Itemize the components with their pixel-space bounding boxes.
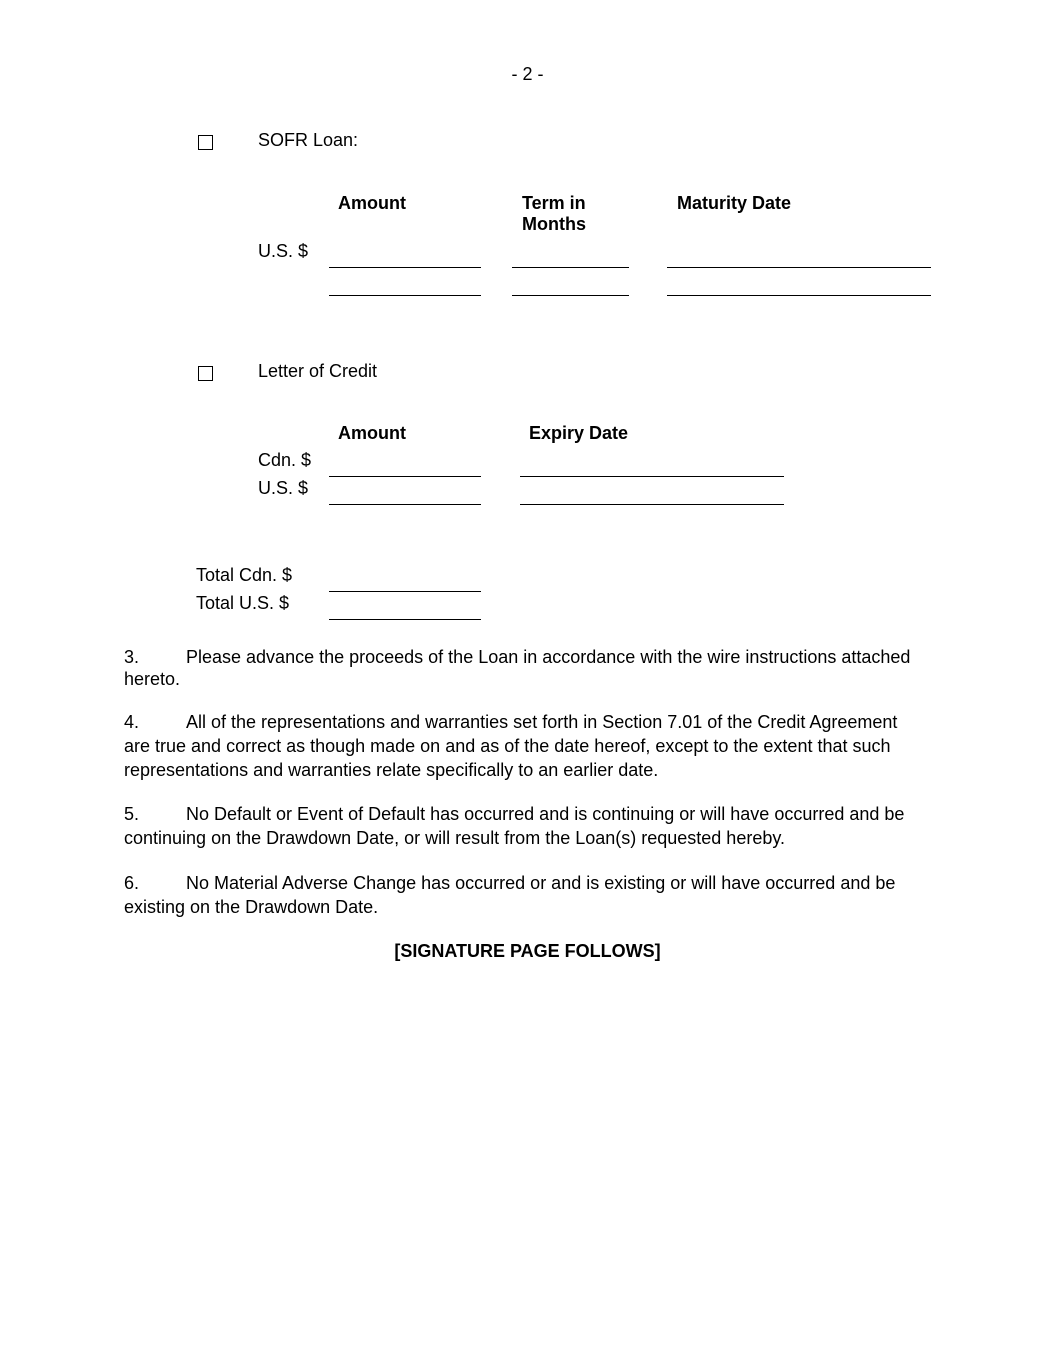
paragraph-3: [124, 646, 924, 690]
paragraph-5: [124, 802, 924, 850]
sofr-maturity-blank-2[interactable]: [667, 295, 931, 296]
sofr-maturity-header: Maturity Date: [677, 193, 792, 213]
paragraph-4: [124, 710, 924, 782]
loc-cdn-expiry-blank[interactable]: [520, 476, 784, 477]
paragraph-number: 6.: [124, 873, 140, 893]
paragraph-number: 3.: [124, 647, 140, 667]
loc-expiry-header: Expiry Date: [529, 423, 629, 443]
paragraph-6: [124, 871, 924, 919]
loc-us-amount-blank[interactable]: [329, 504, 481, 505]
total-cdn-label: Total Cdn. $: [196, 565, 293, 585]
total-us-blank[interactable]: [329, 619, 481, 620]
sofr-term-header-line2: Months: [522, 214, 586, 234]
sofr-term-blank-2[interactable]: [512, 295, 629, 296]
paragraph-text: No Default or Event of Default has occurred and is continuing or will have occurred and be continuing on the Drawdown Date, or will result from the Loan(s) requested hereby.: [124, 804, 905, 848]
sofr-loan-checkbox[interactable]: [198, 135, 213, 150]
paragraph-number: 5.: [124, 804, 140, 824]
total-us-label: Total U.S. $: [196, 593, 290, 613]
sofr-amount-blank-1[interactable]: [329, 267, 481, 268]
loc-amount-header: Amount: [338, 423, 406, 443]
loc-cdn-row-label: Cdn. $: [258, 450, 312, 470]
loc-us-expiry-blank[interactable]: [520, 504, 784, 505]
letter-of-credit-checkbox[interactable]: [198, 366, 213, 381]
sofr-us-row-label: U.S. $: [258, 241, 309, 261]
sofr-loan-label: SOFR Loan:: [258, 130, 359, 150]
sofr-amount-blank-2[interactable]: [329, 295, 481, 296]
sofr-maturity-blank-1[interactable]: [667, 267, 931, 268]
paragraph-text: Please advance the proceeds of the Loan in accordance with the wire instructions attached hereto.: [124, 647, 911, 689]
loc-us-row-label: U.S. $: [258, 478, 309, 498]
sofr-term-header-line1: Term in: [522, 193, 586, 213]
letter-of-credit-label: Letter of Credit: [258, 361, 378, 381]
paragraph-text: All of the representations and warranties set forth in Section 7.01 of the Credit Agreement are true and correct as though made on and as of the date hereof, except to the extent that such representations and warranties relate specifically to an earlier date.: [124, 712, 898, 780]
page-number: - 2 -: [511, 64, 544, 84]
sofr-amount-header: Amount: [338, 193, 406, 213]
sofr-term-blank-1[interactable]: [512, 267, 629, 268]
paragraph-number: 4.: [124, 712, 140, 732]
total-cdn-blank[interactable]: [329, 591, 481, 592]
paragraph-text: No Material Adverse Change has occurred or and is existing or will have occurred and be existing on the Drawdown Date.: [124, 873, 896, 917]
signature-page-notice: [SIGNATURE PAGE FOLLOWS]: [394, 941, 661, 961]
loc-cdn-amount-blank[interactable]: [329, 476, 481, 477]
